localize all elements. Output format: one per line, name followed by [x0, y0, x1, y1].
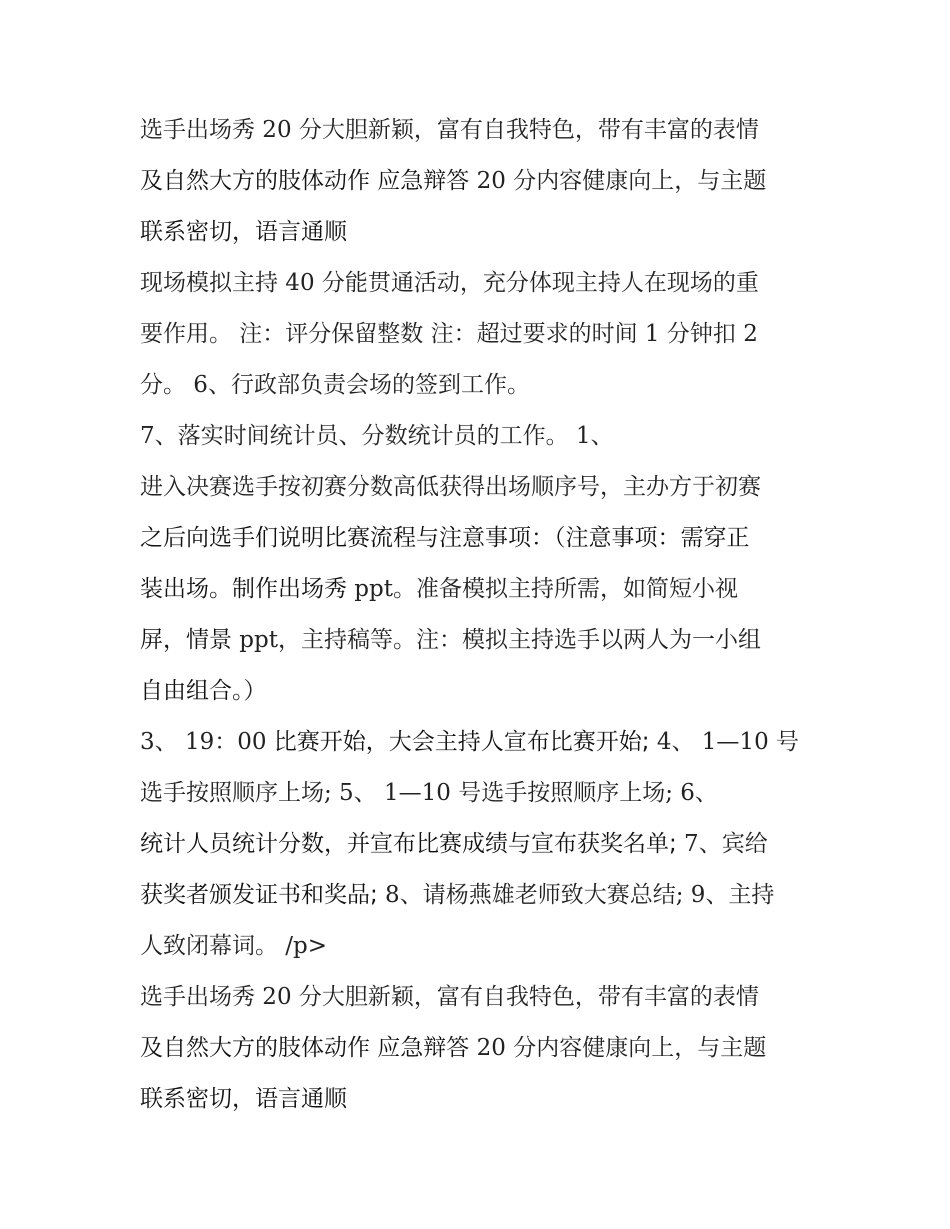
- text-run: 8、请杨燕雄老师致大赛总结; 9、主持: [377, 882, 775, 908]
- text-run: 7、落实时间统计员、分数统计员的工作。 1、: [140, 423, 614, 449]
- text-run: 及自然大方的肢体动作 应急辩答: [140, 168, 470, 194]
- paragraph: [140, 717, 815, 972]
- text-run: 选手出场秀 20 分大胆新颖，富有自我特色，带有丰富的表情: [140, 117, 759, 143]
- text-run: 屏，情景: [140, 627, 232, 653]
- text-line: [140, 768, 815, 819]
- text-line: [140, 309, 815, 360]
- text-run: 7、宾给: [676, 831, 768, 857]
- paragraph: [140, 105, 815, 258]
- text-run: 联系密切，语言通顺: [140, 1086, 347, 1112]
- text-line: [140, 207, 815, 258]
- text-line: [140, 870, 815, 921]
- document-body: [140, 105, 815, 1125]
- text-run: 选手按照顺序上场; 5、 1—10 号选手按照顺序上场; 6、: [140, 780, 718, 806]
- text-line: [140, 1023, 815, 1074]
- text-run: 3、 19：00: [140, 729, 274, 755]
- text-line: [140, 564, 815, 615]
- text-line: [140, 156, 815, 207]
- text-run: 之后向选手们说明比赛流程与注意事项：（注意事项：需穿正: [140, 525, 750, 551]
- text-run: 20 分内容健康向上，与主题: [469, 168, 767, 194]
- text-run: 统计人员统计分数，并宣布比赛成绩与宣布获奖名单;: [140, 831, 677, 857]
- paragraph: [140, 411, 815, 462]
- text-run: ppt。准备模拟主持所需，如简短小视: [347, 576, 738, 602]
- text-line: [140, 717, 815, 768]
- text-run: 4、 1—10 号: [649, 729, 800, 755]
- text-line: [140, 615, 815, 666]
- text-run: 及自然大方的肢体动作 应急辩答: [140, 1035, 470, 1061]
- text-line: [140, 1074, 815, 1125]
- text-line: [140, 513, 815, 564]
- text-line: [140, 462, 815, 513]
- text-line: [140, 666, 815, 717]
- text-run: ）: [243, 678, 267, 704]
- text-run: 现场模拟主持 40 分能贯通活动，充分体现主持人在现场的重: [140, 270, 759, 296]
- text-run: 20 分内容健康向上，与主题: [469, 1035, 767, 1061]
- text-run: 分。 6、行政部负责会场的签到工作。: [140, 372, 530, 398]
- text-run: 比赛开始，大会主持人宣布比赛开始;: [273, 729, 650, 755]
- paragraph: [140, 258, 815, 411]
- text-line: [140, 921, 815, 972]
- text-run: ppt，主持稿等。注：模拟主持选手以两人为一小组: [232, 627, 761, 653]
- text-run: 选手出场秀 20 分大胆新颖，富有自我特色，带有丰富的表情: [140, 984, 759, 1010]
- text-line: [140, 819, 815, 870]
- text-run: 获奖者颁发证书和奖品;: [140, 882, 378, 908]
- text-run: 人致闭幕词。 /p>: [140, 933, 328, 959]
- text-run: 装出场。制作出场秀: [140, 576, 347, 602]
- paragraph: [140, 972, 815, 1125]
- text-line: [140, 258, 815, 309]
- text-line: [140, 972, 815, 1023]
- paragraph: [140, 462, 815, 717]
- text-line: [140, 105, 815, 156]
- text-run: 要作用。 注：评分保留整数 注：超过要求的时间 1 分钟扣 2: [140, 321, 758, 347]
- text-run: 进入决赛选手按初赛分数高低获得出场顺序号，主办方于初赛: [140, 474, 761, 500]
- text-run: 自由组合。: [140, 678, 244, 704]
- text-line: [140, 360, 815, 411]
- text-line: [140, 411, 815, 462]
- text-run: 联系密切，语言通顺: [140, 219, 347, 245]
